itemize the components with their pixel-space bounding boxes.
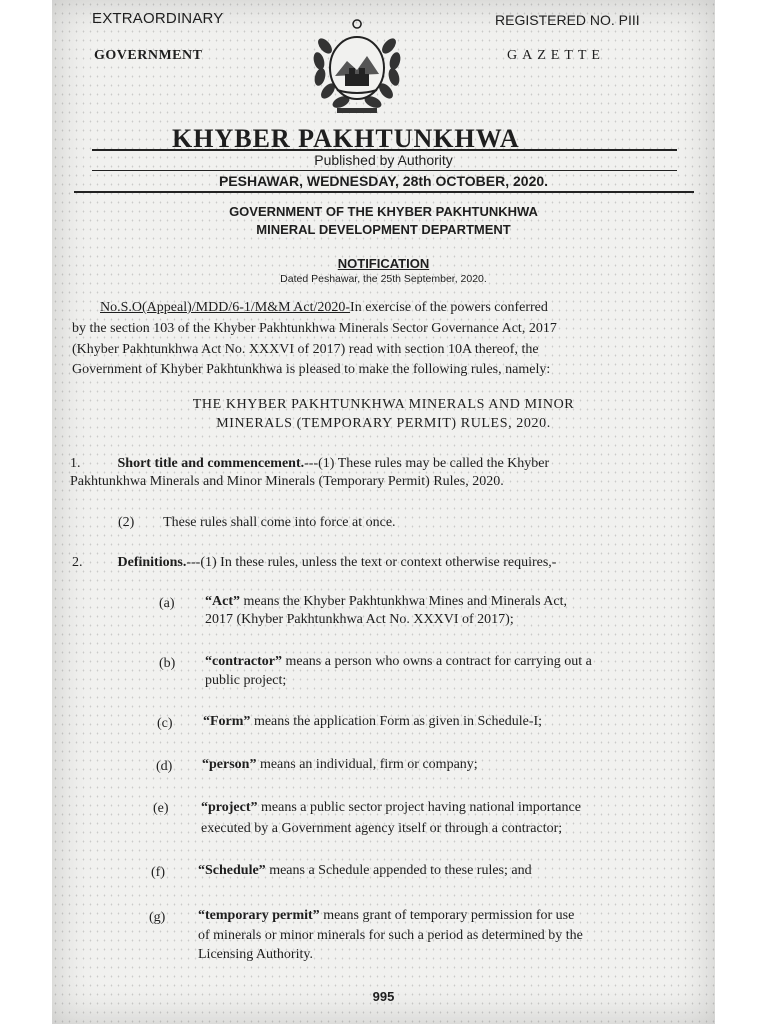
section-1-line-2: Pakhtunkhwa Minerals and Minor Minerals (Temporary Permit) Rules, 2020. — [70, 474, 504, 489]
masthead-rule-top — [92, 149, 677, 151]
notification-number: No.S.O(Appeal)/MDD/6-1/M&M Act/2020- — [100, 300, 351, 315]
definition-e-line-2: executed by a Government agency itself or through a contractor; — [201, 821, 563, 836]
definition-a-line-2: 2017 (Khyber Pakhtunkhwa Act No. XXXVI of 2017); — [205, 612, 514, 627]
dateline: PESHAWAR, WEDNESDAY, 28th OCTOBER, 2020. — [218, 173, 549, 189]
section-1-sub-2-text: These rules shall come into force at once. — [163, 515, 396, 530]
notification-title: NOTIFICATION — [337, 256, 430, 271]
section-2-intro-text: ---(1) In these rules, unless the text or context otherwise requires,- — [186, 555, 557, 570]
masthead-rule-bottom — [74, 191, 694, 193]
definition-c-text: means the application Form as given in Schedule-I; — [250, 714, 543, 729]
definition-e-text: means a public sector project having national importance — [257, 800, 581, 815]
province-title: KHYBER PAKHTUNKHWA — [172, 124, 520, 153]
header-registered-no: REGISTERED NO. PIII — [495, 12, 640, 28]
government-heading: GOVERNMENT OF THE KHYBER PAKHTUNKHWA — [229, 204, 538, 219]
gazette-page — [52, 0, 715, 1024]
definition-d-term: “person” — [202, 757, 257, 772]
header-extraordinary: EXTRAORDINARY — [92, 10, 224, 27]
rules-title-line-1: THE KHYBER PAKHTUNKHWA MINERALS AND MINOR — [192, 397, 575, 412]
header-gazette: GAZETTE — [507, 48, 605, 63]
rules-title-line-2: MINERALS (TEMPORARY PERMIT) RULES, 2020. — [216, 416, 551, 431]
header-government: GOVERNMENT — [94, 48, 203, 63]
notification-date: Dated Peshawar, the 25th September, 2020. — [280, 273, 487, 285]
definition-d-label: (d) — [156, 759, 173, 774]
definition-b-text: means a person who owns a contract for carrying out a — [281, 654, 592, 669]
definition-a-line-1 — [205, 594, 567, 610]
definition-f-term: “Schedule” — [198, 863, 266, 878]
definition-a-label: (a) — [159, 596, 175, 611]
preamble-line-3: (Khyber Pakhtunkhwa Act No. XXXVI of 2017) read with section 10A thereof, the — [72, 342, 539, 357]
page-number: 995 — [372, 989, 395, 1004]
section-1-heading: Short title and commencement. — [117, 456, 305, 471]
definition-g-term: “temporary permit” — [198, 908, 320, 923]
definition-f-text: means a Schedule appended to these rules; and — [265, 863, 532, 878]
definition-a-text: means the Khyber Pakhtunkhwa Mines and Minerals Act, — [240, 594, 567, 609]
definition-e-label: (e) — [153, 801, 169, 816]
definition-g-text: means grant of temporary permission for use — [319, 908, 575, 923]
definition-d-text: means an individual, firm or company; — [256, 757, 478, 772]
section-1-sub-2-label: (2) — [118, 515, 135, 530]
section-2-intro — [72, 555, 556, 571]
section-1-number: 1. — [70, 456, 81, 471]
section-1-text: ---(1) These rules may be called the Khyber — [304, 456, 550, 471]
definition-g-line-3: Licensing Authority. — [198, 947, 313, 962]
definition-b-term: “contractor” — [205, 654, 282, 669]
section-2-number: 2. — [72, 555, 83, 570]
definition-d-line-1 — [202, 757, 478, 773]
preamble-text: In exercise of the powers conferred — [350, 300, 548, 315]
section-2-heading: Definitions. — [117, 555, 187, 570]
preamble-line-2: by the section 103 of the Khyber Pakhtunkhwa Minerals Sector Governance Act, 2017 — [72, 321, 557, 336]
definition-c-label: (c) — [157, 716, 173, 731]
definition-g-line-1 — [198, 908, 574, 924]
definition-f-line-1 — [198, 863, 532, 879]
masthead-rule-middle — [92, 170, 677, 171]
department-heading: MINERAL DEVELOPMENT DEPARTMENT — [256, 222, 511, 237]
definition-b-line-1 — [205, 654, 592, 670]
definition-f-label: (f) — [151, 865, 165, 880]
kp-government-emblem-icon — [307, 16, 407, 116]
definition-b-line-2: public project; — [205, 673, 287, 688]
section-1-sub-2 — [118, 515, 396, 531]
definition-a-term: “Act” — [205, 594, 240, 609]
definition-e-line-1 — [201, 800, 581, 816]
definition-b-label: (b) — [159, 656, 176, 671]
definition-g-line-2: of minerals or minor minerals for such a period as determined by the — [198, 928, 583, 943]
definition-c-line-1 — [203, 714, 542, 730]
published-by-authority: Published by Authority — [314, 152, 453, 168]
section-1-line-1 — [70, 456, 549, 472]
definition-e-term: “project” — [201, 800, 258, 815]
preamble-line-1 — [100, 300, 548, 316]
definition-c-term: “Form” — [203, 714, 251, 729]
preamble-line-4: Government of Khyber Pakhtunkhwa is pleased to make the following rules, namely: — [72, 362, 551, 377]
definition-g-label: (g) — [149, 910, 166, 925]
